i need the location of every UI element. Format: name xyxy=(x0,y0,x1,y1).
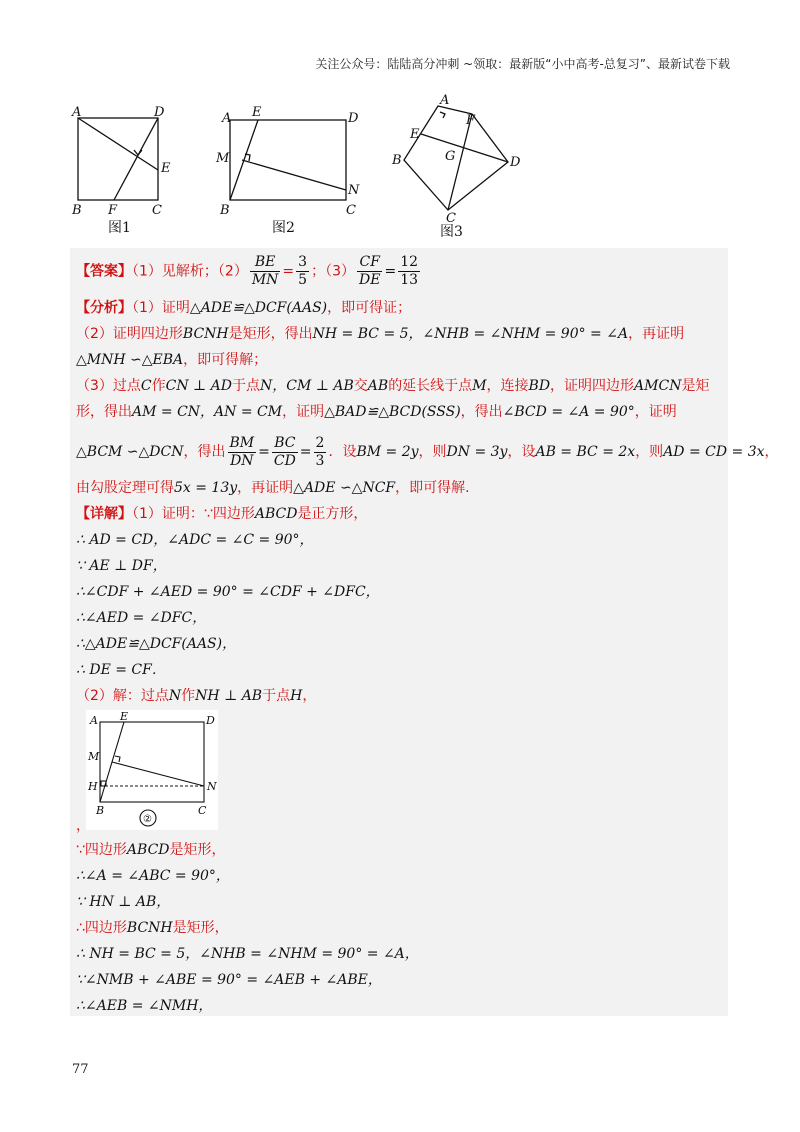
small-figure-2 xyxy=(86,710,218,830)
math: △MNH ∽△EBA xyxy=(76,352,184,368)
text: 于点 xyxy=(262,688,291,704)
fig1-label-a: A xyxy=(72,105,82,120)
fig2-label-m: M xyxy=(216,151,230,166)
math: 5x = 13y xyxy=(174,480,238,496)
analysis-line-2 xyxy=(76,324,684,344)
frac-den: MN xyxy=(251,272,279,288)
small-fig-label-b: B xyxy=(96,804,105,817)
frac-num: 12 xyxy=(400,254,419,270)
math: ∵∠NMB + ∠ABE = 90° = ∠AEB + ∠ABE， xyxy=(76,972,382,988)
fig1-label-e: E xyxy=(161,161,171,176)
analysis-line-5 xyxy=(76,402,677,422)
fig3-label-e: E xyxy=(410,127,420,142)
math: NH = BC = 5，∠NHB = ∠NHM = 90° = ∠A xyxy=(312,326,629,342)
fig3-label-f: F xyxy=(466,113,476,128)
analysis-line-1 xyxy=(76,298,411,318)
small-fig-label-h: H xyxy=(88,780,98,793)
text: ，证明 xyxy=(634,404,677,420)
detail-line-3 xyxy=(76,556,167,576)
text: ，再证明 xyxy=(237,480,294,496)
answer-eq2: = xyxy=(384,263,397,280)
math: ∴∠AEB = ∠NMH， xyxy=(76,998,213,1014)
frac-den: DN xyxy=(230,452,254,469)
page-header: 关注公众号：陆陆高分冲刺 ~领取：最新版“小中高考-总复习”、最新试卷下载 xyxy=(315,57,730,71)
math: AMCN xyxy=(634,378,682,394)
math: H xyxy=(290,688,303,704)
figure-3 xyxy=(404,106,508,210)
fig1-label-b: B xyxy=(72,203,82,218)
text: ，证明 xyxy=(282,404,325,420)
math: M xyxy=(472,378,487,394)
frac-num: CF xyxy=(357,254,382,272)
figures-svg xyxy=(64,92,544,242)
fig2-label-d: D xyxy=(348,111,359,126)
detail-line-10 xyxy=(76,866,230,886)
text: （3）过点 xyxy=(76,378,141,394)
text: ∴四边形 xyxy=(76,920,127,936)
math: BD xyxy=(528,378,551,394)
text: ，即可得解； xyxy=(183,352,268,368)
frac-den: CD xyxy=(273,452,296,469)
text: ，再证明 xyxy=(628,326,685,342)
detail-line-12 xyxy=(76,918,229,938)
answer-tag: 【答案】 xyxy=(76,263,132,280)
text: 是矩形， xyxy=(169,842,226,858)
answer-line xyxy=(76,254,422,289)
math: N xyxy=(168,688,182,704)
figure-2 xyxy=(230,120,346,200)
detail-line-7 xyxy=(76,660,166,680)
math: CN ⊥ AD xyxy=(165,378,233,394)
fig2-caption: 图2 xyxy=(272,220,295,236)
frac-num: BE xyxy=(250,254,281,272)
math: ABCD xyxy=(254,506,298,522)
detail-line-9 xyxy=(76,840,226,860)
math: ∴∠AED = ∠DFC， xyxy=(76,610,207,626)
detail-line-13 xyxy=(76,944,419,964)
text: ，连接 xyxy=(486,378,529,394)
fig3-label-c: C xyxy=(446,211,456,226)
text: ，得出 xyxy=(183,444,226,460)
detail-line-6 xyxy=(76,634,236,654)
fig2-label-e: E xyxy=(252,105,262,120)
frac-num: 3 xyxy=(298,254,308,270)
frac-den: 3 xyxy=(315,452,325,469)
fig3-label-d: D xyxy=(510,155,521,170)
fig1-caption: 图1 xyxy=(108,220,131,236)
fig2-label-n: N xyxy=(348,183,360,198)
math: ∠BCD = ∠A = 90° xyxy=(502,404,635,420)
fig1-label-c: C xyxy=(152,203,162,218)
text: 是矩形，得出 xyxy=(228,326,313,342)
fig3-label-a: A xyxy=(440,93,450,108)
math: △BCM ∽△DCN xyxy=(76,444,184,460)
math: BCNH xyxy=(126,920,173,936)
math: N，CM ⊥ AB xyxy=(260,378,354,394)
math: = xyxy=(258,444,270,460)
text: 作 xyxy=(181,688,196,704)
detail-line-1 xyxy=(76,504,367,524)
frac-den: 13 xyxy=(400,272,419,288)
fig2-label-b: B xyxy=(220,203,230,218)
analysis-fraction-2-3 xyxy=(314,435,327,470)
math: ∴△ADE≌△DCF(AAS)， xyxy=(76,636,237,652)
text: （1）证明 xyxy=(132,300,190,316)
math: △BAD≌△BCD(SSS) xyxy=(324,404,461,420)
analysis-line-3 xyxy=(76,350,267,370)
text: ， xyxy=(764,444,779,460)
answer-part1: （1）见解析；（2） xyxy=(132,263,248,280)
small-fig-label-e: E xyxy=(120,710,129,723)
text: ∵四边形 xyxy=(76,842,127,858)
answer-fraction-1b xyxy=(296,254,309,289)
text: ，证明四边形 xyxy=(550,378,635,394)
detail-line-15 xyxy=(76,996,212,1016)
text: ，得出 xyxy=(460,404,503,420)
text: ， xyxy=(302,688,317,704)
math: AD = CD = 3x xyxy=(663,444,765,460)
geometry-figures xyxy=(64,92,544,242)
text: ．设 xyxy=(328,444,357,460)
small-fig-label-d: D xyxy=(206,714,215,727)
math: = xyxy=(299,444,312,460)
small-fig-label-m: M xyxy=(88,750,100,763)
math: ∵ AE ⊥ DF， xyxy=(76,558,167,574)
answer-part3: ；（3） xyxy=(311,263,355,280)
text: 的延长线于点 xyxy=(388,378,473,394)
fig3-label-b: B xyxy=(392,153,402,168)
math: BCNH xyxy=(182,326,229,342)
text: 是矩 xyxy=(681,378,710,394)
fig1-label-f: F xyxy=(108,203,118,218)
detail-line-5 xyxy=(76,608,206,628)
small-fig-label-c: C xyxy=(198,804,207,817)
frac-num: 2 xyxy=(315,434,325,451)
math: AB xyxy=(367,378,389,394)
text: 形，得出 xyxy=(76,404,132,420)
answer-fraction-2b xyxy=(398,254,420,289)
small-fig-label-a: A xyxy=(90,714,98,727)
small-figure-svg xyxy=(86,710,218,830)
analysis-line-6 xyxy=(76,432,779,472)
answer-eq1: = xyxy=(282,263,295,280)
text: ，即可得证； xyxy=(327,300,412,316)
fig1-label-d: D xyxy=(154,105,165,120)
math: ∴ NH = BC = 5，∠NHB = ∠NHM = 90° = ∠A， xyxy=(76,946,419,962)
math: NH ⊥ AB xyxy=(195,688,263,704)
text: 于点 xyxy=(232,378,261,394)
analysis-tag: 【分析】 xyxy=(76,300,132,316)
text: 作 xyxy=(151,378,166,394)
text: （1）证明：∵四边形 xyxy=(132,506,255,522)
page-number: 77 xyxy=(72,1062,89,1077)
text: 是矩形， xyxy=(172,920,229,936)
frac-den: 5 xyxy=(298,272,308,288)
answer-fraction-2 xyxy=(357,254,382,289)
frac-den: DE xyxy=(359,272,381,288)
analysis-line-4 xyxy=(76,376,709,396)
text: 是正方形， xyxy=(297,506,368,522)
small-fig-label-n: N xyxy=(207,780,217,793)
math: AB = BC = 2x xyxy=(535,444,636,460)
small-fig-label-circled-2: ② xyxy=(143,814,152,825)
math: BM = 2y xyxy=(356,444,419,460)
detail-tag: 【详解】 xyxy=(76,506,132,522)
text: ，则 xyxy=(635,444,664,460)
detail-line-14 xyxy=(76,970,382,990)
detail-line-2 xyxy=(76,530,314,550)
math: △ADE≌△DCF(AAS) xyxy=(189,300,328,316)
math: AM = CN，AN = CM xyxy=(132,404,283,420)
analysis-fraction-bm-dn xyxy=(228,435,257,470)
detail-line-8 xyxy=(76,686,316,706)
math: ∵ HN ⊥ AB， xyxy=(76,894,171,910)
detail-after-figure xyxy=(76,816,90,836)
math: ∴∠CDF + ∠AED = 90° = ∠CDF + ∠DFC， xyxy=(76,584,380,600)
text: ， xyxy=(76,818,90,834)
math: ∴ AD = CD，∠ADC = ∠C = 90°， xyxy=(76,532,314,548)
text: （2）证明四边形 xyxy=(76,326,183,342)
math: ABCD xyxy=(126,842,170,858)
math: ∴∠A = ∠ABC = 90°， xyxy=(76,868,230,884)
detail-line-4 xyxy=(76,582,380,602)
text: ，设 xyxy=(507,444,536,460)
fig2-label-c: C xyxy=(346,203,356,218)
text: ，则 xyxy=(418,444,447,460)
fig2-label-a: A xyxy=(222,111,232,126)
fig3-caption: 图3 xyxy=(440,224,463,240)
figure-1 xyxy=(78,118,158,200)
text: ，即可得解. xyxy=(395,480,470,496)
analysis-line-7 xyxy=(76,478,470,498)
answer-fraction-1 xyxy=(250,254,281,289)
math: ∴ DE = CF． xyxy=(76,662,166,678)
math: C xyxy=(140,378,152,394)
text: （2）解：过点 xyxy=(76,688,169,704)
text: 由勾股定理可得 xyxy=(76,480,174,496)
frac-num: BM xyxy=(229,434,255,451)
text: 交 xyxy=(353,378,368,394)
math: DN = 3y xyxy=(446,444,508,460)
analysis-fraction-bc-cd xyxy=(272,435,298,470)
math: △ADE ∽△NCF xyxy=(293,480,396,496)
frac-num: BC xyxy=(272,435,298,453)
detail-line-11 xyxy=(76,892,170,912)
fig3-label-g: G xyxy=(445,149,456,164)
